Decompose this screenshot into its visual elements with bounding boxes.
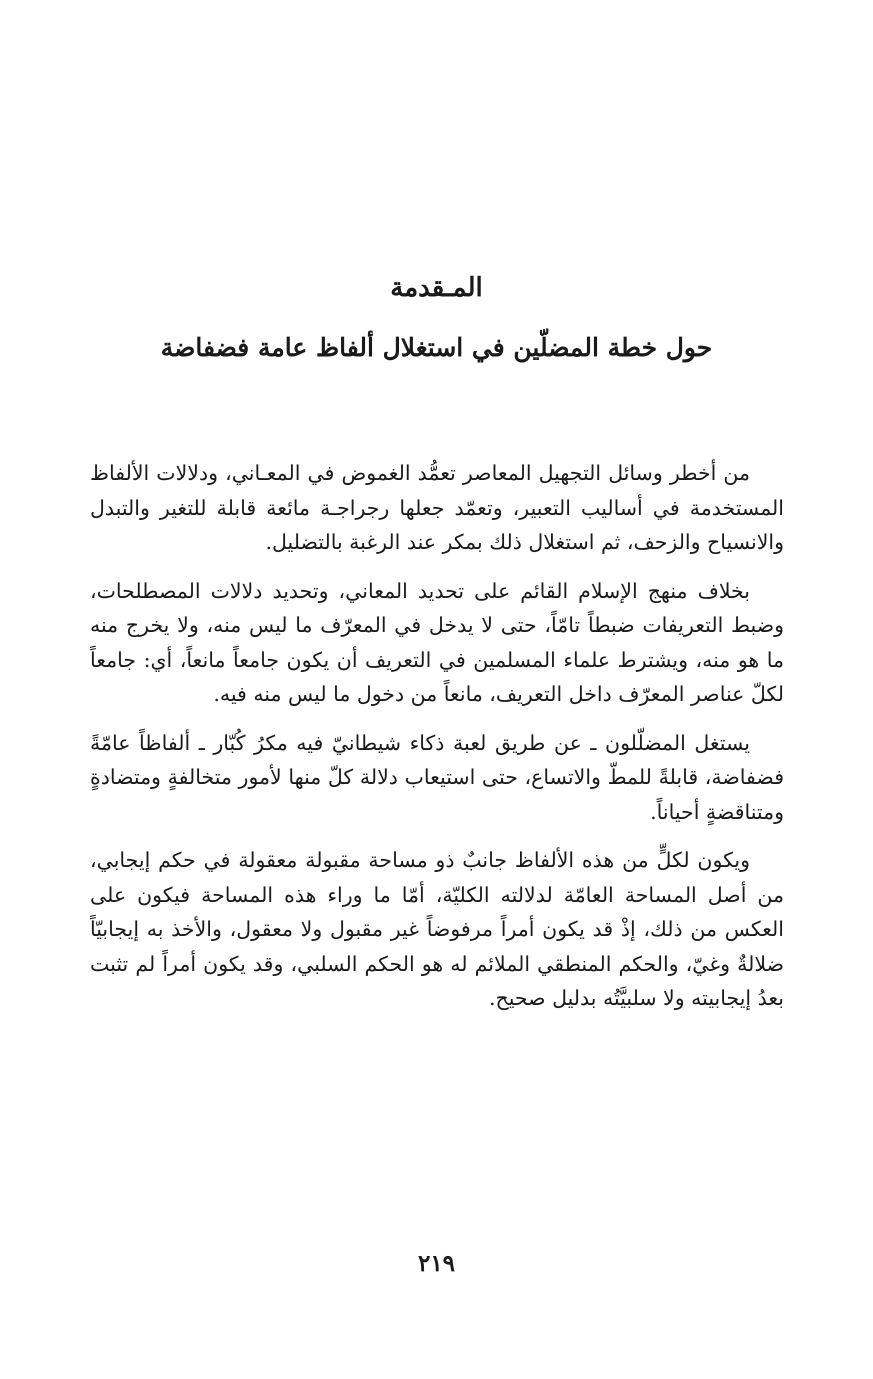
chapter-title: المـقدمة — [390, 273, 483, 303]
paragraph-2: بخلاف منهج الإسلام القائم على تحديد المعاني، وتحديد دلالات المصطلحات، وضبط التعريفات ضبطاً تامّاً، حتى لا يدخل في المعرّف ما ليس منه، ولا يخرج منه ما هو منه، ويشترط علماء المسلمين في التعريف أن يكون جامعاً مانعاً، أي: جامعاً لكلّ عناصر المعرّف داخل التعريف، مانعاً من دخول ما ليس منه فيه. — [90, 578, 784, 706]
chapter-subtitle: حول خطة المضلّين في استغلال ألفاظ عامة فضفاضة — [160, 333, 713, 362]
page-number: ٢١٩ — [417, 1250, 456, 1277]
paragraph-3: يستغل المضلّلون ـ عن طريق لعبة ذكاء شيطانيّ فيه مكرُ كُبّار ـ ألفاظاً عامّةً فضفاضة، قابلةً للمطّ والاتساع، حتى استيعاب دلالة كلّ منها لأمور متخالفةٍ ومتضادةٍ ومتناقضةٍ أحياناً. — [90, 730, 784, 824]
paragraph-4: ويكون لكلٍّ من هذه الألفاظ جانبٌ ذو مساحة مقبولة معقولة في حكم إيجابي، من أصل المساحة العامّة لدلالته الكليّة، أمّا ما وراء هذه المساحة فيكون على العكس من ذلك، إذْ قد يكون أمراً مرفوضاً غير مقبول ولا معقول، والأخذ به إيجابيّاً ضلالةٌ وغيّ، والحكم المنطقي الملائم له هو الحكم السلبي، وقد يكون أمراً لم تثبت بعدُ إيجابيته ولا سلبيَّتُه بدليل صحيح. — [90, 848, 784, 1010]
body-text — [90, 456, 784, 1030]
paragraph-1: من أخطر وسائل التجهيل المعاصر تعمُّد الغموض في المعـاني، ودلالات الألفاظ المستخدمة في أساليب التعبير، وتعمّد جعلها رجراجـة مائعة قابلة للتغير والتبدل والانسياح والزحف، ثم استغلال ذلك بمكر عند الرغبة بالتضليل. — [90, 461, 784, 554]
